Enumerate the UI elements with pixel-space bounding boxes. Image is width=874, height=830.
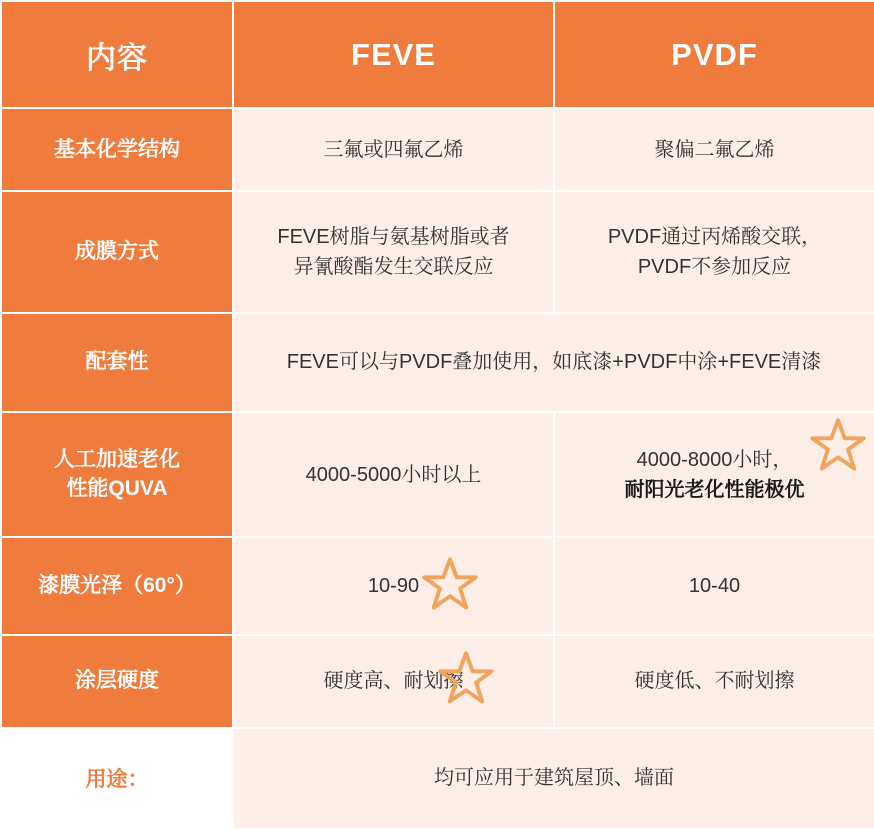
cell-compatibility-merged: FEVE可以与PVDF叠加使用，如底漆+PVDF中涂+FEVE清漆	[233, 313, 874, 412]
cell-pvdf-basic-structure: 聚偏二氟乙烯	[554, 108, 874, 191]
column-header-feve: FEVE	[233, 1, 554, 108]
table-row	[1, 108, 874, 191]
cell-feve-gloss	[233, 537, 554, 634]
column-header-content: 内容	[1, 1, 233, 108]
table-row	[1, 635, 874, 728]
cell-feve-quva: 4000-5000小时以上	[233, 412, 554, 538]
cell-pvdf-gloss: 10-40	[554, 537, 874, 634]
table-footer-row	[1, 728, 874, 829]
row-label-basic-structure: 基本化学结构	[1, 108, 233, 191]
row-label-gloss: 漆膜光泽（60°）	[1, 537, 233, 634]
table-row	[1, 191, 874, 312]
cell-feve-hardness-value: 硬度高、耐划擦	[323, 670, 464, 693]
cell-usage-merged: 均可应用于建筑屋顶、墙面	[233, 728, 874, 829]
cell-pvdf-film-forming-line2: PVDF不参加反应	[637, 256, 792, 278]
row-label-quva-line1: 人工加速老化	[54, 448, 180, 472]
row-label-film-forming: 成膜方式	[1, 191, 233, 312]
cell-feve-film-forming	[233, 191, 554, 312]
cell-pvdf-film-forming-line1: PVDF通过丙烯酸交联，	[607, 226, 822, 248]
row-label-compatibility: 配套性	[1, 313, 233, 412]
row-label-quva	[1, 412, 233, 538]
table-row	[1, 537, 874, 634]
cell-pvdf-quva	[554, 412, 874, 538]
cell-feve-hardness	[233, 635, 554, 728]
star-icon	[422, 556, 478, 612]
cell-feve-gloss-value: 10-90	[367, 575, 420, 598]
row-label-quva-line2: 性能QUVA	[66, 476, 168, 500]
cell-feve-film-forming-line2: 异氰酸酯发生交联反应	[293, 256, 494, 278]
cell-feve-basic-structure: 三氟或四氟乙烯	[233, 108, 554, 191]
cell-pvdf-film-forming	[554, 191, 874, 312]
cell-pvdf-quva-line1: 4000-8000小时，	[636, 448, 793, 471]
table-row	[1, 313, 874, 412]
row-label-usage: 用途：	[1, 728, 233, 829]
cell-pvdf-hardness: 硬度低、不耐划擦	[554, 635, 874, 728]
table-header-row	[1, 1, 874, 108]
table-row	[1, 412, 874, 538]
column-header-pvdf: PVDF	[554, 1, 874, 108]
cell-pvdf-quva-line2: 耐阳光老化性能极优	[624, 478, 805, 501]
cell-feve-film-forming-line1: FEVE树脂与氨基树脂或者	[277, 226, 510, 248]
row-label-hardness: 涂层硬度	[1, 635, 233, 728]
